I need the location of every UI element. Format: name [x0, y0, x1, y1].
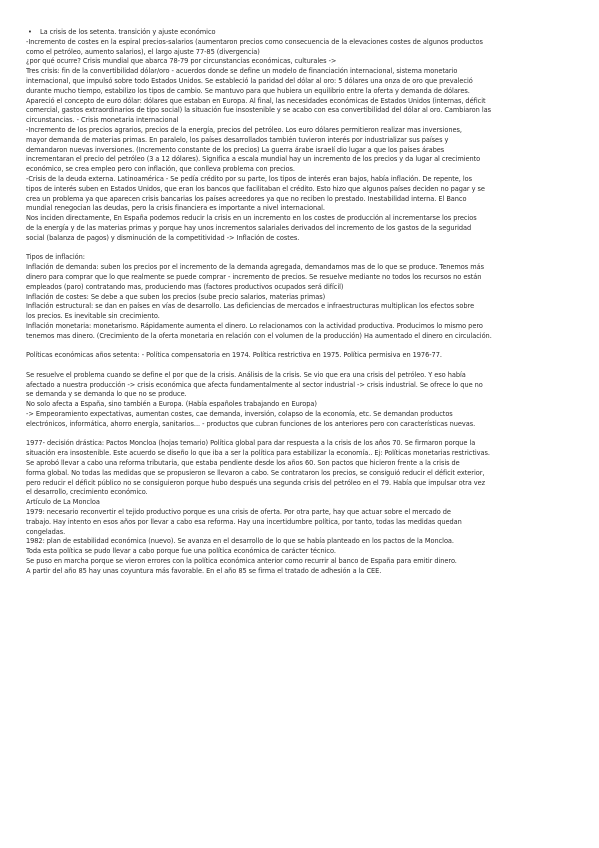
- text-line: Nos inciden directamente, En España podemos reducir la crisis en un incremento en los costes de producción al incrementarse los precios: [26, 214, 477, 223]
- text-line: A partir del año 85 hay unas coyuntura más favorable. En el año 85 se firma el tratado de adhesión a la CEE.: [26, 566, 382, 575]
- text-line: Se puso en marcha porque se vieron errores con la política económica anterior como recurrir al banco de España para emitir dinero.: [26, 557, 457, 566]
- paragraph-gap: [26, 244, 575, 254]
- text-line: Inflación de costes: Se debe a que suben los precios (sube precio salarios, materias primas): [26, 292, 326, 301]
- text-line: Inflación estructural: se dan en países en vías de desarrollo. Las deficiencias de mercados e infraestructuras multiplican los efectos sobre: [26, 302, 475, 311]
- text-line: empleados (paro) contratando mas, produciendo mas (factores productivos ocupados será difícil): [26, 282, 344, 291]
- text-line: 1977- decisión drástica: Pactos Moncloa (hojas temario) Política global para dar respuesta a la crisis de los años 70. Se firmaron porque la: [26, 439, 476, 448]
- text-line: incrementaran el precio del petróleo (3 a 12 dólares). Significa a escala mundial hay un incremento de los precios y da lugar al crecimiento: [26, 155, 481, 164]
- text-line: comercial, gastos extraordinarios de tipo social) la situación fue insostenible y se acabo con esa convertibilidad del dólar al oro. Cambiaron las: [26, 106, 491, 115]
- text-line: -Crisis de la deuda externa. Latinoamérica - Se pedía crédito por su parte, los tipos de interés eran bajos, había inflación. De repente, los: [26, 174, 473, 183]
- text-line: Políticas económicas años setenta: - Política compensatoria en 1974. Política restrictiva en 1975. Política permisiva en 1976-77.: [26, 351, 442, 360]
- text-line: Se resuelve el problema cuando se define el por que de la crisis. Análisis de la crisis. Se vio que era una crisis del petróleo. Y eso había: [26, 370, 466, 379]
- text-line: trabajo. Hay intento en esos años por llevar a cabo esa reforma. Hay una incertidumbre política, por tanto, todas las medidas quedan: [26, 517, 462, 526]
- text-line: pero reducir el déficit público no se consiguieron porque hubo después una segunda crisis del petróleo en el 79. Había que impulsar otra vez: [26, 478, 486, 487]
- text-line: demandaron nuevas inversiones. (Incremento constante de los precios) La guerra árabe israelí dio lugar a que los países árabes: [26, 145, 445, 154]
- text-line: -Incremento de costes en la espiral precios-salarios (aumentaron precios como consecuencia de la elevaciones costes de algunos productos: [26, 37, 483, 46]
- text-line: económico, se crea empleo pero con inflación, que conlleva problema con precios.: [26, 165, 295, 174]
- text-line: Apareció el concepto de euro dólar: dólares que estaban en Europa. Al final, las necesidades económicas de Estados Unidos (internas, déficit: [26, 96, 486, 105]
- text-line: tenemos mas dinero. (Crecimiento de la oferta monetaria en relación con el volumen de la producción) Ha aumentado el dinero en circulación.: [26, 331, 492, 340]
- paragraph-gap: [26, 361, 575, 371]
- paragraph-block: [26, 439, 575, 576]
- text-line: ¿por qué ocurre? Crisis mundial que abarca 78-79 por circunstancias económicas, culturales ->: [26, 57, 337, 66]
- paragraph-block: [26, 351, 575, 361]
- document-body: [26, 38, 575, 577]
- text-line: -Incremento de los precios agrarios, precios de la energía, precios del petróleo. Los euro dólares permitieron realizar mas inversiones,: [26, 125, 462, 134]
- text-line: se demanda y se demanda lo que no se produce.: [26, 390, 187, 399]
- text-line: Artículo de La Moncloa: [26, 498, 100, 507]
- text-line: Tipos de inflación:: [26, 253, 85, 262]
- text-line: 1982: plan de estabilidad económica (nuevo). Se avanza en el desarrollo de lo que se había planteado en los pactos de la Moncloa.: [26, 537, 454, 546]
- text-line: dinero para comprar que lo que realmente se puede comprar - incremento de precios. Se resuelve mediante no todos los recursos no están: [26, 272, 482, 281]
- paragraph-block: [26, 38, 575, 244]
- text-line: Inflación de demanda: suben los precios por el incremento de la demanda agregada, demandamos mas de lo que se produce. Tenemos más: [26, 263, 484, 272]
- paragraph-block: [26, 253, 575, 341]
- paragraph-gap: [26, 430, 575, 440]
- text-line: 1979: necesario reconvertir el tejido productivo porque es una crisis de oferta. Por otra parte, hay que actuar sobre el mercado de: [26, 508, 451, 517]
- text-line: forma global. No todas las medidas que se propusieron se llevaron a cabo. Se contrataron los precios, se consiguió reducir el déficit exterior,: [26, 468, 485, 477]
- text-line: circunstancias. - Crisis monetaria internacional: [26, 116, 179, 125]
- text-line: como el petróleo, aumento salarios), el largo ajuste 77-85 (divergencia): [26, 47, 260, 56]
- text-line: social (balanza de pagos) y disminución de la competitividad -> Inflación de costes.: [26, 233, 300, 242]
- text-line: crea un problema ya que aparecen crisis bancarias los países acreedores ya que no reciben lo prestado. Inestabilidad interna. El Banco: [26, 194, 467, 203]
- text-line: Se aprobó llevar a cabo una reforma tributaria, que estaba pendiente desde los años 60. Son pactos que hicieron frente a la crisis de: [26, 459, 460, 468]
- text-line: de la energía y de las materias primas y porque hay unos incrementos salariales derivados del incremento de los gastos de la seguridad: [26, 223, 472, 232]
- paragraph-block: [26, 371, 575, 430]
- text-line: Tres crisis: fin de la convertibilidad dólar/oro - acuerdos donde se define un modelo de financiación internacional, sistema monetario: [26, 67, 458, 76]
- document-title-text: La crisis de los setenta. transición y ajuste económico: [40, 28, 216, 36]
- text-line: Toda esta política se pudo llevar a cabo porque fue una política económica de carácter técnico.: [26, 547, 336, 556]
- bullet-icon: •: [28, 28, 32, 36]
- text-line: afectado a nuestra producción -> crisis económica que afecta fundamentalmente al sector industrial -> crisis industrial. Se ofrece lo que no: [26, 380, 483, 389]
- text-line: -> Empeoramiento expectativas, aumentan costes, cae demanda, inversión, colapso de la economía, etc. Se demandan productos: [26, 410, 453, 419]
- text-line: electrónicos, informática, ahorro energía, sanitarios... - productos que cubran funciones de los anteriores pero con características nuevas.: [26, 419, 476, 428]
- text-line: Inflación monetaria: monetarismo. Rápidamente aumenta el dinero. Lo relacionamos con la actividad productiva. Producimos lo mismo pero: [26, 321, 483, 330]
- text-line: mundial renegocian las deudas, pero la crisis financiera es importante a nivel internacional.: [26, 204, 325, 213]
- paragraph-gap: [26, 342, 575, 352]
- document-title: [26, 28, 575, 38]
- text-line: los precios. Es inevitable sin crecimiento.: [26, 312, 160, 321]
- text-line: mayor demanda de materias primas. En paralelo, los países desarrollados también tuvieron interés por industrializar sus países y: [26, 135, 449, 144]
- text-line: durante mucho tiempo, estabilizo los tipos de cambio. Se mantuvo para que hubiera un equilibrio entre la oferta y demanda de dólares.: [26, 86, 470, 95]
- text-line: congeladas.: [26, 527, 66, 536]
- text-line: situación era insostenible. Este acuerdo se diseño lo que iba a ser la política para estabilizar la economía.. Ej: Políticas monetarias restrictivas.: [26, 449, 490, 458]
- text-line: internacional, que impulsó sobre todo Estados Unidos. Se estableció la paridad del dólar al oro: 5 dólares una onza de oro que prevaleció: [26, 76, 473, 85]
- text-line: el desarrollo, crecimiento económico.: [26, 488, 148, 497]
- text-line: tipos de interés suben en Estados Unidos, que eran los bancos que facilitaban el crédito. Esto hizo que algunos países deciden no pagar y se: [26, 184, 485, 193]
- text-line: No solo afecta a España, sino también a Europa. (Había españoles trabajando en Europa): [26, 400, 317, 409]
